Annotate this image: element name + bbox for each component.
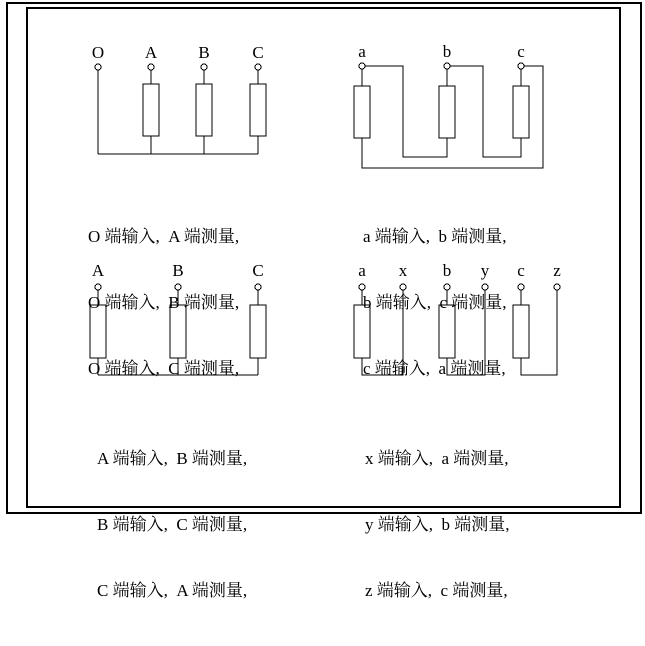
terminal-label-c-upper: C [252,43,264,62]
terminal-circle [518,284,524,290]
winding-rect [143,84,159,136]
terminal-label-x-lower: x [398,261,408,280]
terminal-label-c-upper: C [252,261,264,280]
caption-line: B 端输入, C 端测量, [97,515,248,534]
terminal-circle [444,63,450,69]
caption-top-right [363,182,507,424]
terminal-label-b-upper: B [172,261,184,280]
caption-line: z 端输入, c 端测量, [365,581,508,600]
terminal-label-a-upper: A [91,261,105,280]
caption-line: A 端输入, B 端测量, [97,449,248,468]
caption-bottom-right [365,404,510,646]
terminal-label-c-lower: c [517,261,525,280]
caption-line: C 端输入, A 端测量, [97,581,248,600]
terminal-circle [148,64,154,70]
terminal-circle [359,63,365,69]
winding-rect [250,84,266,136]
terminal-label-z-lower: z [553,261,561,280]
terminal-circle [518,63,524,69]
wire-c-to-z [521,290,557,375]
terminal-circle [201,64,207,70]
terminal-circle [95,64,101,70]
winding-rect [513,305,529,358]
winding-rect [439,86,455,138]
terminal-label-c-lower: c [517,42,525,61]
caption-line: c 端输入, a 端测量, [363,359,506,378]
terminal-circle [554,284,560,290]
terminal-label-a-lower: a [358,261,366,280]
caption-top-left [88,182,239,424]
caption-line: O 端输入, B 端测量, [88,293,240,312]
caption-line: O 端输入, C 端测量, [88,359,240,378]
circuit-top-right-delta [354,63,543,168]
circuit-top-left-wye-neutral [95,64,266,154]
caption-line: b 端输入, c 端测量, [363,293,507,312]
caption-line: y 端输入, b 端测量, [365,515,510,534]
terminal-circle [255,284,261,290]
winding-rect [196,84,212,136]
caption-bottom-left [97,404,247,646]
winding-rect [513,86,529,138]
wire-c-to-a-bottom [362,66,543,168]
wire-b-to-c-bottom [450,66,521,157]
terminal-label-b-lower: b [442,261,452,280]
terminal-label-y-lower: y [480,261,490,280]
terminal-circle [255,64,261,70]
terminal-label-b-upper: B [198,43,210,62]
terminal-label-a-upper: A [144,43,158,62]
caption-line: O 端输入, A 端测量, [88,227,240,246]
winding-rect [250,305,266,358]
winding-rect [354,86,370,138]
terminal-label-b-lower: b [442,42,452,61]
caption-line: a 端输入, b 端测量, [363,227,507,246]
terminal-label-a-lower: a [358,42,366,61]
caption-line: x 端输入, a 端测量, [365,449,509,468]
terminal-label-o: O [91,43,105,62]
wire-a-to-b-bottom [365,66,447,157]
